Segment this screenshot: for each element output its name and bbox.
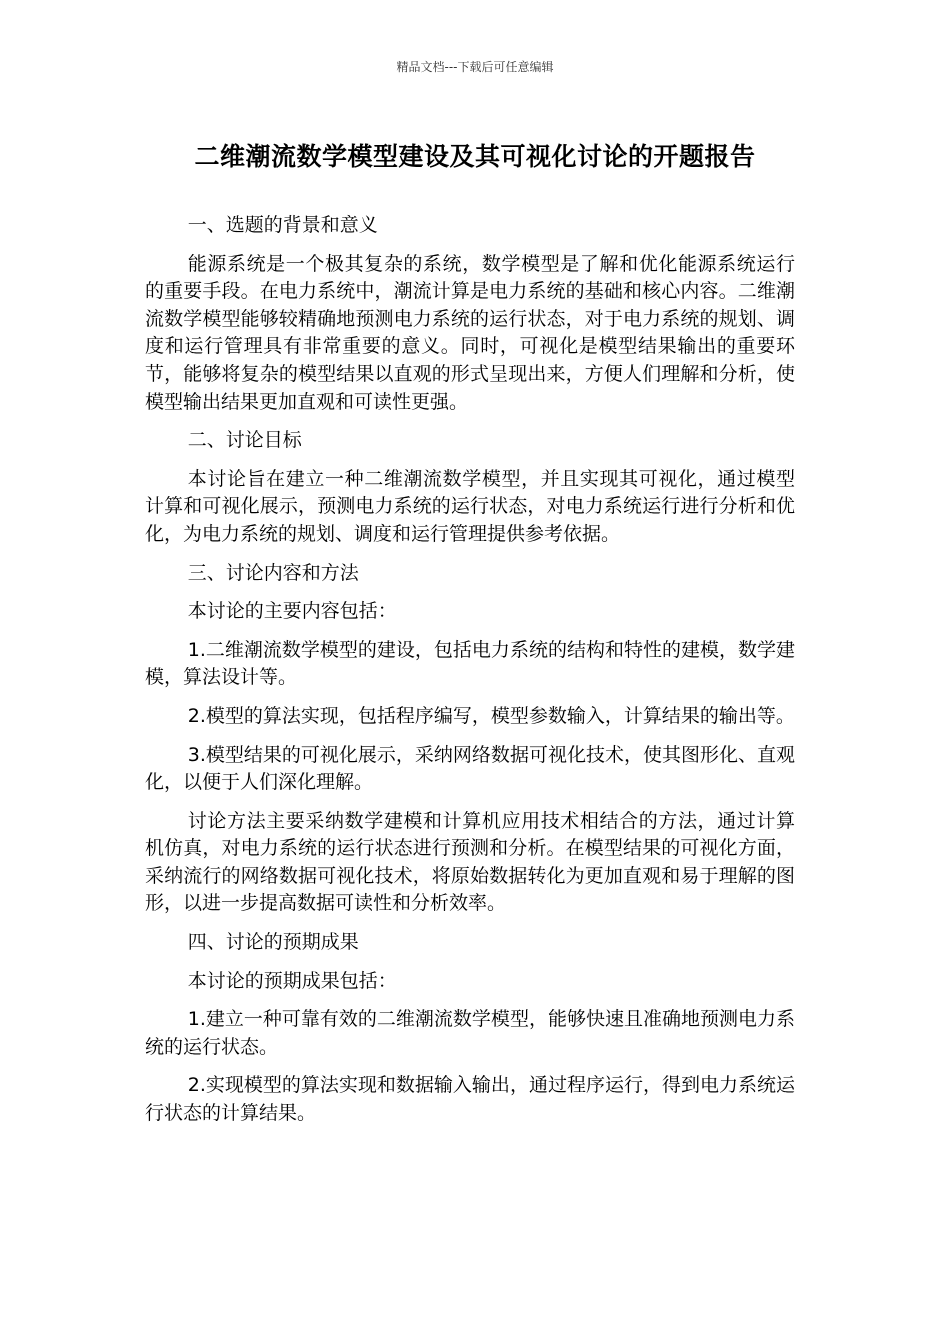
document-body	[145, 212, 795, 1139]
section-heading-expected-results: 四、讨论的预期成果	[187, 931, 359, 954]
section-heading-background: 一、选题的背景和意义	[187, 214, 378, 236]
list-item-result-2: 2.实现模型的算法实现和数据输入输出，通过程序运行，得到电力系统运行状态的计算结果。	[145, 1074, 795, 1125]
document-title: 二维潮流数学模型建设及其可视化讨论的开题报告	[194, 142, 756, 171]
section-heading-goals: 二、讨论目标	[187, 429, 302, 452]
list-item-content-2: 2.模型的算法实现，包括程序编写，模型参数输入，计算结果的输出等。	[187, 704, 795, 727]
paragraph-methods: 讨论方法主要采纳数学建模和计算机应用技术相结合的方法，通过计算机仿真，对电力系统的运行状态进行预测和分析。在模型结果的可视化方面，采纳流行的网络数据可视化技术，将原始数据转化为更加直观和易于理解的图形，以进一步提高数据可读性和分析效率。	[145, 809, 795, 915]
paragraph-content-intro: 本讨论的主要内容包括：	[187, 600, 397, 623]
list-item-result-1: 1.建立一种可靠有效的二维潮流数学模型，能够快速且准确地预测电力系统的运行状态。	[145, 1008, 795, 1058]
paragraph-background: 能源系统是一个极其复杂的系统，数学模型是了解和优化能源系统运行的重要手段。在电力系统中，潮流计算是电力系统的基础和核心内容。二维潮流数学模型能够较精确地预测电力系统的运行状态，对于电力系统的规划、调度和运行管理具有非常重要的意义。同时，可视化是模型结果输出的重要环节，能够将复杂的模型结果以直观的形式呈现出来，方便人们理解和分析，使模型输出结果更加直观和可读性更强。	[145, 252, 795, 413]
list-item-content-3: 3.模型结果的可视化展示，采纳网络数据可视化技术，使其图形化、直观化，以便于人们深化理解。	[145, 743, 795, 794]
paragraph-goals: 本讨论旨在建立一种二维潮流数学模型，并且实现其可视化，通过模型计算和可视化展示，预测电力系统的运行状态，对电力系统运行进行分析和优化，为电力系统的规划、调度和运行管理提供参考依据。	[145, 467, 795, 545]
section-heading-content-methods: 三、讨论内容和方法	[187, 561, 359, 584]
list-item-content-1: 1.二维潮流数学模型的建设，包括电力系统的结构和特性的建模，数学建模，算法设计等。	[145, 638, 795, 689]
header-note: 精品文档---下载后可任意编辑	[396, 60, 554, 74]
paragraph-results-intro: 本讨论的预期成果包括：	[187, 969, 397, 992]
